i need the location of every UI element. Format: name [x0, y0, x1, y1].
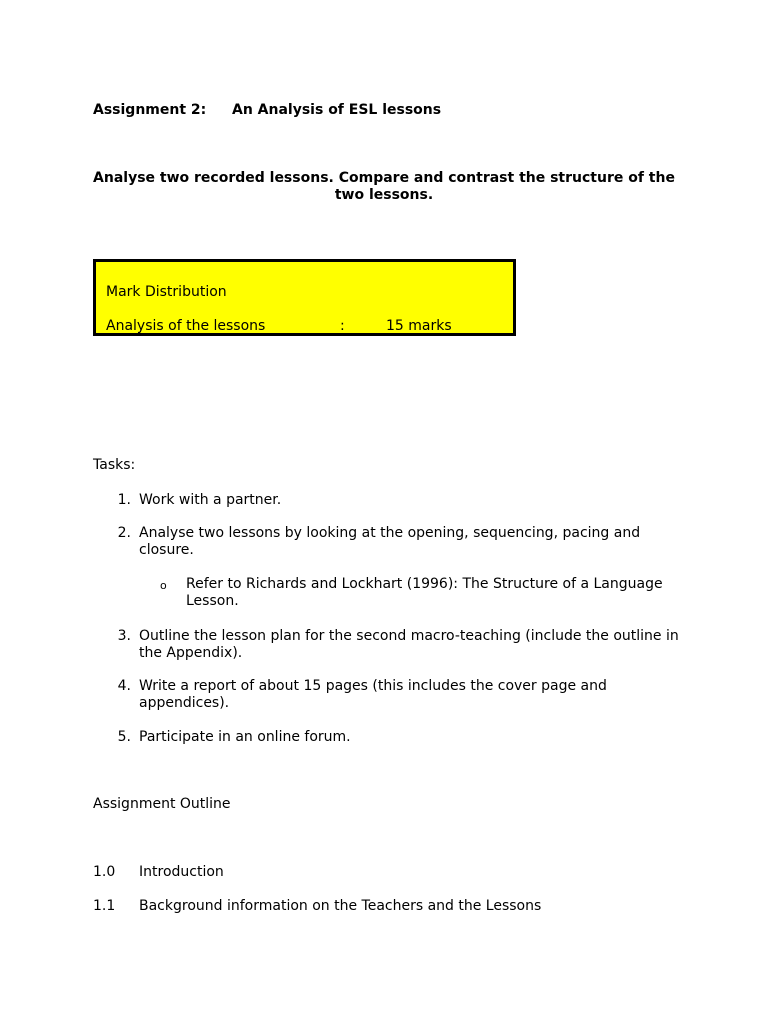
outline-text: Introduction: [139, 864, 224, 880]
mark-distribution-box: [93, 259, 516, 336]
task-text: Participate in an online forum.: [139, 729, 351, 745]
task-text: Write a report of about 15 pages (this includes the cover page and appendices).: [139, 678, 607, 711]
task-number: 1.: [117, 492, 131, 508]
tasks-heading: Tasks:: [93, 457, 136, 473]
task-text: Work with a partner.: [139, 492, 282, 508]
mark-item-value: 15 marks: [386, 318, 452, 334]
assignment-instruction: Analyse two recorded lessons. Compare and contrast the structure of the two lessons.: [93, 170, 675, 203]
outline-text: Background information on the Teachers and the Lessons: [139, 898, 542, 914]
outline-number: 1.0: [93, 864, 116, 880]
sub-bullet-icon: o: [160, 579, 167, 592]
outline-heading: Assignment Outline: [93, 796, 231, 812]
mark-distribution-title: Mark Distribution: [106, 284, 227, 300]
outline-number: 1.1: [93, 898, 116, 914]
mark-item-label: Analysis of the lessons: [106, 318, 266, 334]
mark-item-separator: :: [340, 318, 345, 334]
task-number: 2.: [117, 525, 131, 541]
sub-item-text: Refer to Richards and Lockhart (1996): The Structure of a Language Lesson.: [186, 576, 663, 609]
task-number: 5.: [117, 729, 131, 745]
task-number: 3.: [117, 628, 131, 644]
assignment-title: An Analysis of ESL lessons: [232, 102, 442, 118]
task-text: Outline the lesson plan for the second macro-teaching (include the outline in the Appendix).: [139, 628, 679, 661]
task-text: Analyse two lessons by looking at the opening, sequencing, pacing and closure.: [139, 525, 641, 558]
task-number: 4.: [117, 678, 131, 694]
assignment-number: Assignment 2:: [93, 102, 207, 118]
